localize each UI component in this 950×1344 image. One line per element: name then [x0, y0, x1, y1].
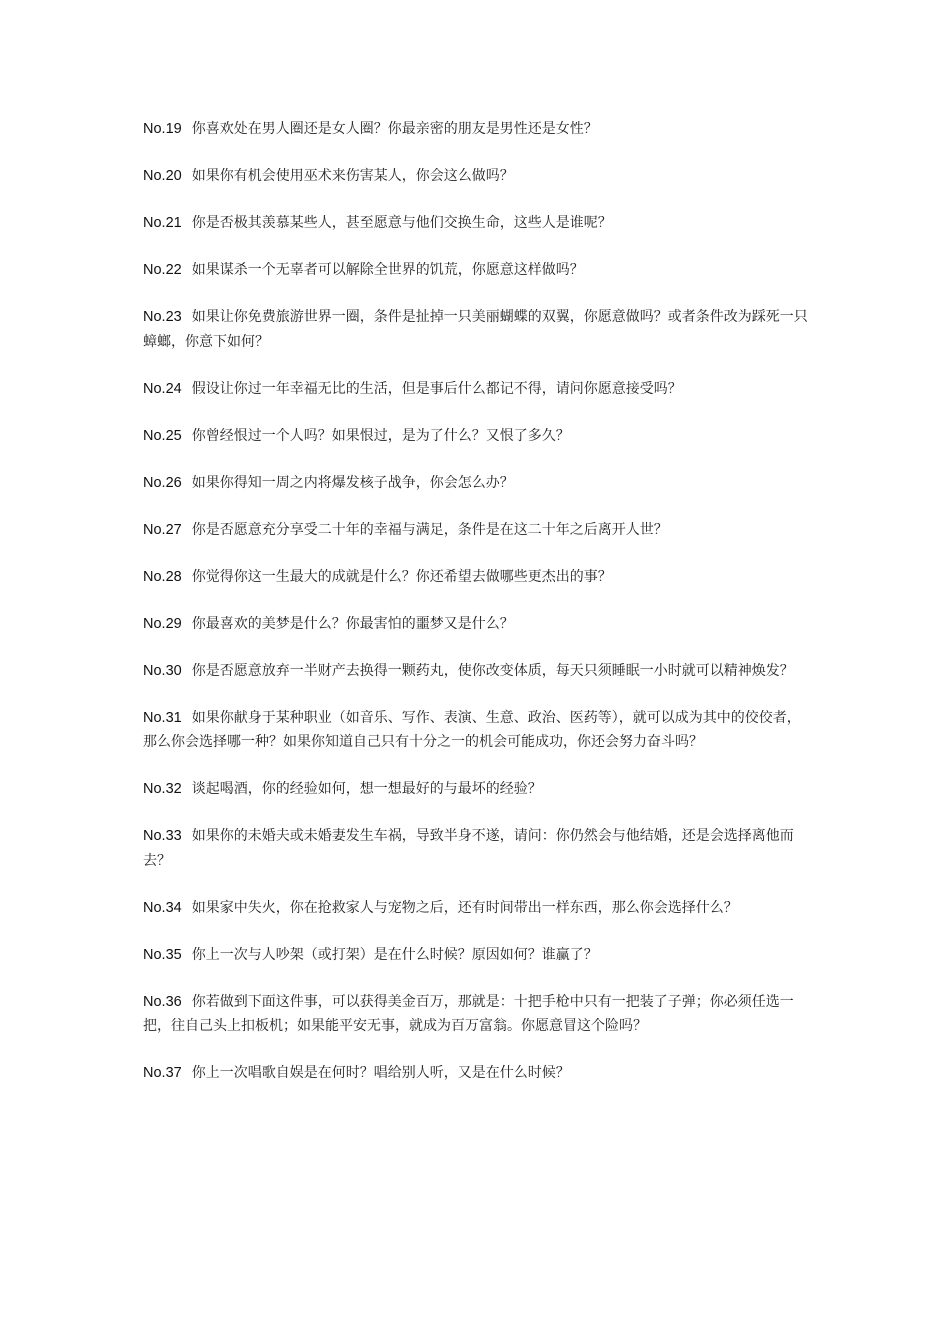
question-text: 如果你的未婚夫或未婚妻发生车祸，导致半身不遂，请问：你仍然会与他结婚，还是会选择离他而去？: [143, 828, 794, 869]
question-number: No.26: [143, 474, 182, 491]
question-number: No.37: [143, 1065, 182, 1081]
question-26: [143, 471, 811, 496]
question-number: No.27: [143, 521, 182, 538]
question-text: 你曾经恨过一个人吗？如果恨过，是为了什么？又恨了多久？: [191, 427, 570, 444]
question-number: No.29: [143, 615, 182, 632]
question-21: [143, 211, 811, 236]
question-20: [143, 164, 811, 189]
question-36: [143, 990, 811, 1039]
question-32: [143, 777, 811, 802]
question-19: [143, 117, 811, 142]
question-text: 你觉得你这一生最大的成就是什么？你还希望去做哪些更杰出的事？: [191, 568, 612, 585]
question-text: 如果让你免费旅游世界一圈，条件是扯掉一只美丽蝴蝶的双翼，你愿意做吗？或者条件改为踩死一只蟑螂，你意下如何？: [143, 309, 808, 350]
question-text: 你最喜欢的美梦是什么？你最害怕的噩梦又是什么？: [191, 615, 514, 632]
question-number: No.19: [143, 121, 182, 137]
question-text: 你上一次与人吵架（或打架）是在什么时候？原因如何？谁赢了？: [191, 946, 598, 963]
question-text: 你喜欢处在男人圈还是女人圈？你最亲密的朋友是男性还是女性？: [191, 121, 598, 137]
question-24: [143, 377, 811, 402]
question-number: No.28: [143, 568, 182, 585]
question-number: No.25: [143, 427, 182, 444]
question-number: No.35: [143, 946, 182, 963]
question-text: 你若做到下面这件事，可以获得美金百万，那就是：十把手枪中只有一把装了子弹；你必须任选一把，往自己头上扣板机；如果能平安无事，就成为百万富翁。你愿意冒这个险吗？: [143, 993, 794, 1034]
question-37: [143, 1061, 811, 1086]
question-text: 如果你有机会使用巫术来伤害某人，你会这么做吗？: [191, 168, 514, 184]
question-25: [143, 424, 811, 449]
question-number: No.24: [143, 380, 182, 397]
question-number: No.36: [143, 993, 182, 1010]
question-29: [143, 612, 811, 637]
question-number: No.33: [143, 828, 182, 844]
question-31: [143, 706, 811, 755]
question-text: 你是否极其羡慕某些人，甚至愿意与他们交换生命，这些人是谁呢？: [191, 215, 612, 231]
document-page: [143, 117, 811, 1108]
question-number: No.30: [143, 662, 182, 679]
question-30: [143, 659, 811, 684]
question-number: No.21: [143, 215, 182, 231]
question-22: [143, 258, 811, 283]
question-number: No.31: [143, 709, 182, 726]
question-text: 谈起喝酒，你的经验如何，想一想最好的与最坏的经验？: [191, 781, 542, 797]
question-number: No.23: [143, 309, 182, 325]
question-text: 你是否愿意放弃一半财产去换得一颗药丸，使你改变体质，每天只须睡眠一小时就可以精神焕发？: [191, 662, 794, 679]
question-33: [143, 824, 811, 873]
question-number: No.32: [143, 781, 182, 797]
question-number: No.20: [143, 168, 182, 184]
question-number: No.34: [143, 899, 182, 916]
question-number: No.22: [143, 262, 182, 278]
question-35: [143, 943, 811, 968]
question-text: 假设让你过一年幸福无比的生活，但是事后什么都记不得，请问你愿意接受吗？: [191, 380, 682, 397]
question-text: 你上一次唱歌自娱是在何时？唱给别人听，又是在什么时候？: [191, 1065, 570, 1081]
question-text: 如果谋杀一个无辜者可以解除全世界的饥荒，你愿意这样做吗？: [191, 262, 584, 278]
question-text: 你是否愿意充分享受二十年的幸福与满足，条件是在这二十年之后离开人世？: [191, 521, 668, 538]
question-27: [143, 518, 811, 543]
question-text: 如果家中失火，你在抢救家人与宠物之后，还有时间带出一样东西，那么你会选择什么？: [191, 899, 738, 916]
question-23: [143, 305, 811, 354]
question-34: [143, 896, 811, 921]
question-28: [143, 565, 811, 590]
question-text: 如果你得知一周之内将爆发核子战争，你会怎么办？: [191, 474, 514, 491]
question-text: 如果你献身于某种职业（如音乐、写作、表演、生意、政治、医药等），就可以成为其中的佼佼者，那么你会选择哪一种？如果你知道自己只有十分之一的机会可能成功，你还会努力奋斗吗？: [143, 709, 801, 750]
